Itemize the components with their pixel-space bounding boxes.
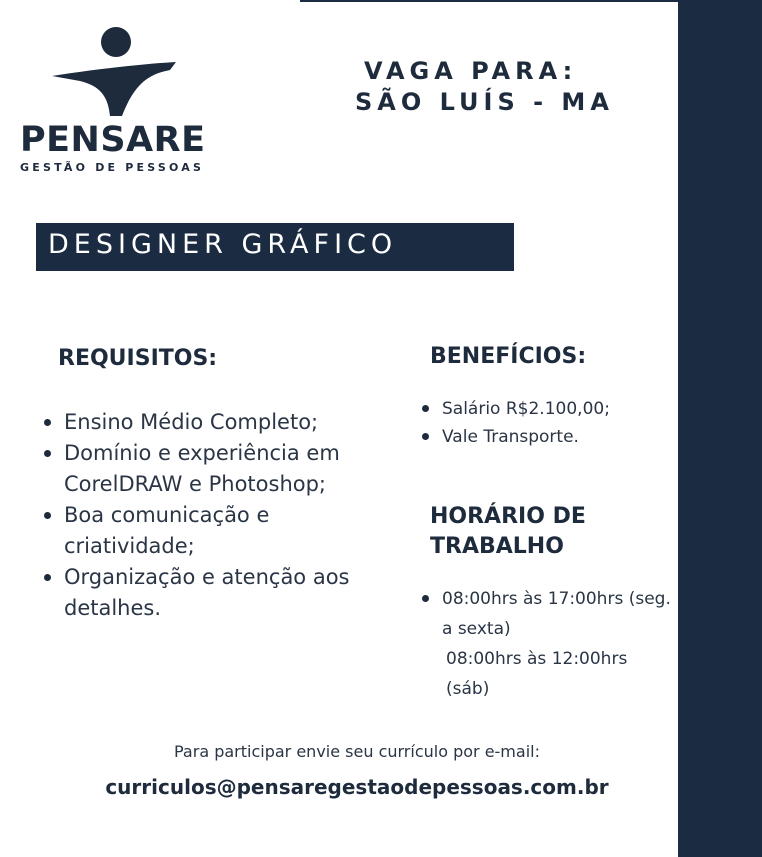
headline-line1: VAGA PARA: <box>364 57 578 85</box>
list-item: Domínio e experiência em CorelDRAW e Photoshop; <box>40 438 390 500</box>
requisitos-title: REQUISITOS: <box>58 346 218 371</box>
company-logo <box>20 26 230 176</box>
list-item: Salário R$2.100,00; <box>418 395 668 423</box>
contact-email-link[interactable]: curriculos@pensaregestaodepessoas.com.br <box>105 775 609 799</box>
job-title-banner <box>36 223 514 271</box>
list-item: Boa comunicação e criatividade; <box>40 500 390 562</box>
brand-name: PENSARE <box>20 120 206 160</box>
person-figure-icon <box>50 26 180 116</box>
right-decorative-bar <box>678 0 762 857</box>
requisitos-list <box>40 407 390 624</box>
horario-list <box>418 584 673 644</box>
brand-subtitle: GESTÃO DE PESSOAS <box>20 161 205 174</box>
top-divider-line <box>300 0 680 2</box>
list-item: Organização e atenção aos detalhes. <box>40 562 390 624</box>
list-item: Ensino Médio Completo; <box>40 407 390 438</box>
list-item: Vale Transporte. <box>418 423 668 451</box>
horario-saturday-label: (sáb) <box>446 679 490 699</box>
beneficios-list <box>418 395 668 451</box>
job-location-heading <box>355 56 614 118</box>
list-item: 08:00hrs às 17:00hrs (seg. a sexta) <box>418 584 673 644</box>
horario-saturday-hours: 08:00hrs às 12:00hrs <box>446 649 628 669</box>
horario-title: HORÁRIO DE TRABALHO <box>430 504 586 559</box>
beneficios-title: BENEFÍCIOS: <box>430 344 587 369</box>
job-title: DESIGNER GRÁFICO <box>48 229 398 260</box>
contact-instructions: Para participar envie seu currículo por e-mail: <box>174 742 540 761</box>
headline-line2: SÃO LUÍS - MA <box>355 88 614 116</box>
